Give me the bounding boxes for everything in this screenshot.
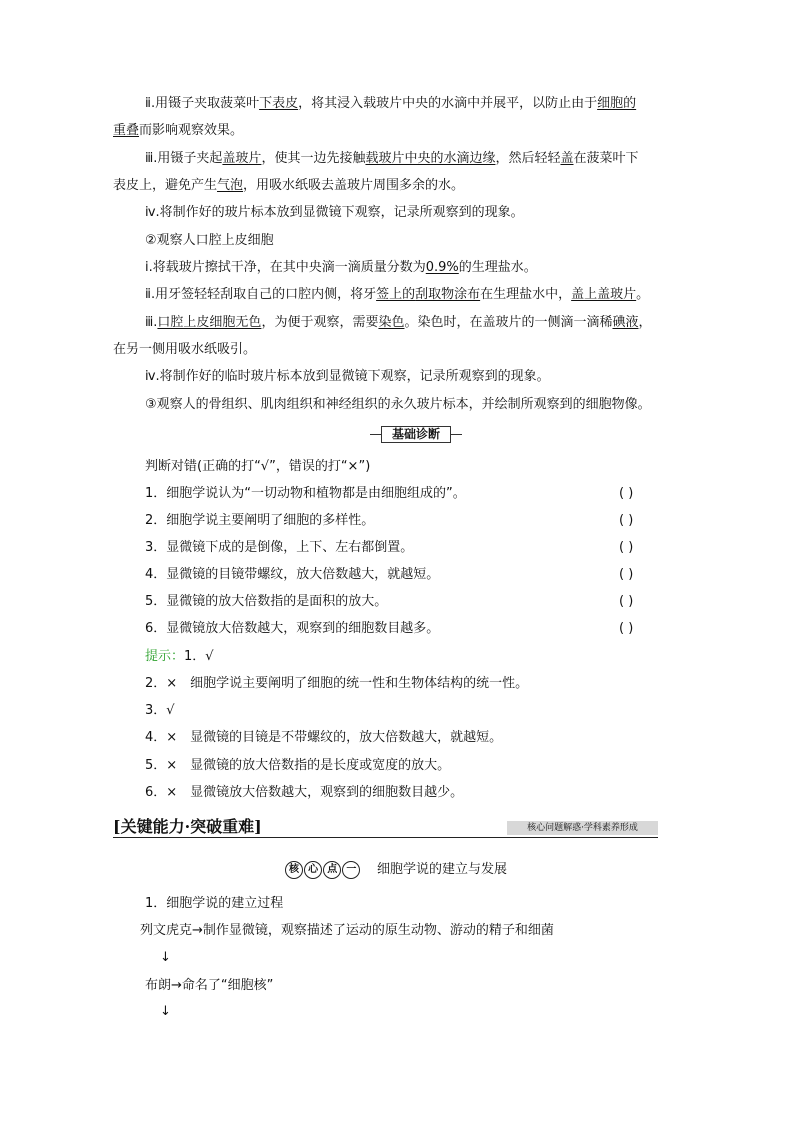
text: ⅱ.用镊子夹取菠菜叶 — [145, 96, 260, 111]
hint-line — [145, 648, 214, 666]
mouth-step-i — [145, 259, 537, 277]
step-iii-line1 — [145, 150, 639, 168]
answer-item: 5．× 显微镜的放大倍数指的是长度或宽度的放大。 — [145, 758, 451, 773]
answer-blank[interactable]: ( ) — [619, 567, 634, 582]
step-iii-line2 — [113, 177, 464, 195]
step-ii-line1 — [145, 95, 636, 113]
question-item: 3．显微镜下成的是倒像，上下、左右都倒置。 — [145, 540, 414, 555]
text: 的生理盐水。 — [458, 260, 537, 275]
answer-item: 3．√ — [145, 703, 175, 718]
core-title: 细胞学说的建立与发展 — [377, 862, 508, 877]
underlined-term: 碘液 — [612, 315, 639, 330]
flow-step: 列文虎克→制作显微镜，观察描述了运动的原生动物、游动的精子和细菌 — [140, 923, 554, 938]
text: ，为便于观察，需要 — [261, 315, 379, 330]
mouth-step-ii — [145, 286, 649, 304]
answer-item: 6．× 显微镜放大倍数越大，观察到的细胞数目越少。 — [145, 785, 464, 800]
underlined-term: 下表皮 — [259, 96, 299, 111]
basic-diagnosis-tag — [370, 426, 462, 443]
underlined-term: 载玻片中央的水滴边缘 — [365, 151, 496, 166]
text: ⅲ. — [145, 315, 158, 330]
tag-label: 基础诊断 — [381, 426, 451, 443]
question-item: 5．显微镜的放大倍数指的是面积的放大。 — [145, 594, 388, 609]
permanent-slides: ③观察人的骨组织、肌肉组织和神经组织的永久玻片标本，并绘制所观察到的细胞物像。 — [145, 397, 651, 412]
hint-label: 提示： — [145, 649, 185, 664]
text: ，将其浸入载玻片中央的水滴中并展平，以防止由于 — [298, 96, 598, 111]
step-iv: ⅳ.将制作好的玻片标本放到显微镜下观察，记录所观察到的现象。 — [145, 205, 524, 220]
section-heading: [关键能力·突破重难] — [113, 817, 262, 836]
badge-char: 核 — [285, 861, 303, 879]
answer-blank[interactable]: ( ) — [619, 486, 634, 501]
text: ，然后轻轻 — [495, 151, 561, 166]
text: ⅰ.将载玻片擦拭干净，在其中央滴一滴质量分数为 — [145, 260, 426, 275]
text: 。染色时，在盖玻片的一侧滴一滴稀 — [404, 315, 613, 330]
answer-item: 4．× 显微镜的目镜是不带螺纹的，放大倍数越大，就越短。 — [145, 730, 503, 745]
underlined-term: 签上的 — [376, 287, 416, 302]
underlined-term: 盖上盖玻片 — [571, 287, 637, 302]
question-item: 6．显微镜放大倍数越大，观察到的细胞数目越多。 — [145, 621, 440, 636]
underlined-term: 刮取物涂布 — [415, 287, 481, 302]
text: ⅱ.用牙签轻轻刮取自己的口腔内侧，将牙 — [145, 287, 377, 302]
text: ⅲ.用镊子夹起 — [145, 151, 223, 166]
underlined-term: 细胞的 — [597, 96, 637, 111]
text: 在菠菜叶下 — [573, 151, 639, 166]
answer-item: 2．× 细胞学说主要阐明了细胞的统一性和生物体结构的统一性。 — [145, 676, 529, 691]
flow-step: 布朗→命名了“细胞核” — [145, 978, 274, 993]
section-divider — [113, 837, 658, 838]
underlined-term: 重叠 — [113, 123, 140, 138]
underlined-term: 盖玻片 — [222, 151, 262, 166]
down-arrow-icon: ↓ — [160, 1004, 171, 1019]
down-arrow-icon: ↓ — [160, 950, 171, 965]
text: 。 — [636, 287, 650, 302]
question-item: 2．细胞学说主要阐明了细胞的多样性。 — [145, 513, 375, 528]
diagnosis-instruction: 判断对错(正确的打“√”，错误的打“×”) — [145, 459, 371, 474]
text: ，用吸水纸吸去盖玻片周围多余的水。 — [243, 178, 465, 193]
step-ii-line2 — [113, 122, 243, 140]
badge-char: 点 — [323, 861, 341, 879]
subheading: 1．细胞学说的建立过程 — [145, 896, 284, 911]
underlined-term: 气泡 — [217, 178, 244, 193]
core-point-badge — [285, 861, 357, 879]
underlined-term: 染色 — [378, 315, 405, 330]
question-item: 4．显微镜的目镜带螺纹，放大倍数越大，就越短。 — [145, 567, 440, 582]
mouth-step-iv: ⅳ.将制作好的临时玻片标本放到显微镜下观察，记录所观察到的现象。 — [145, 369, 550, 384]
underlined-term: 0.9% — [425, 260, 459, 275]
mouth-title: ②观察人口腔上皮细胞 — [145, 233, 274, 248]
section-tag: 核心问题解惑·学科素养形成 — [507, 821, 658, 835]
question-item: 1．细胞学说认为“一切动物和植物都是由细胞组成的”。 — [145, 486, 466, 501]
badge-char: 一 — [342, 861, 360, 879]
underlined-term: 口腔上皮细胞无色 — [157, 315, 262, 330]
hint-answer: 1．√ — [184, 649, 214, 664]
underlined-term: 盖 — [560, 151, 574, 166]
mouth-step-iii-line1 — [145, 314, 652, 332]
mouth-step-iii-line2: 在另一侧用吸水纸吸引。 — [113, 342, 257, 357]
answer-blank[interactable]: ( ) — [619, 621, 634, 636]
text: ，使其一边先接触 — [261, 151, 366, 166]
text: 而影响观察效果。 — [139, 123, 244, 138]
answer-blank[interactable]: ( ) — [619, 540, 634, 555]
answer-blank[interactable]: ( ) — [619, 594, 634, 609]
text: 表皮上，避免产生 — [113, 178, 218, 193]
text: ， — [638, 315, 652, 330]
answer-blank[interactable]: ( ) — [619, 513, 634, 528]
text: 在生理盐水中， — [480, 287, 572, 302]
badge-char: 心 — [304, 861, 322, 879]
